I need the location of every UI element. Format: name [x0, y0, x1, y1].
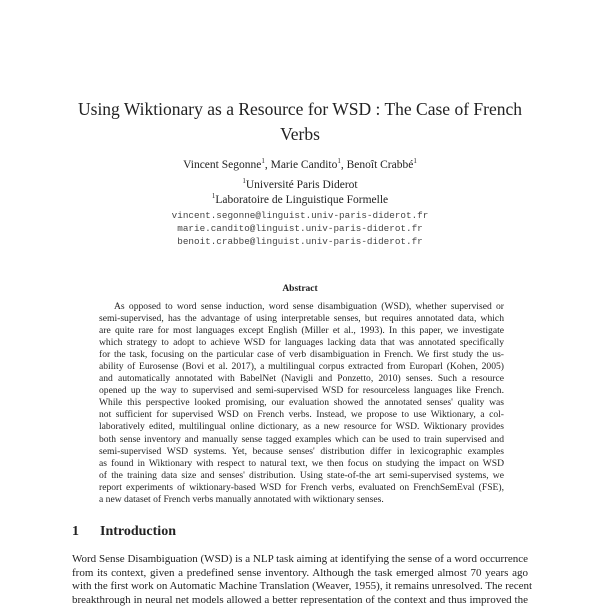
text-line: ability of Eurosense (Bovi et al. 2017), a multilingual corpus extracted from Europarl (Kohen, 2005) [99, 361, 504, 373]
affiliation [0, 194, 600, 206]
text-line: a new dataset of French verbs manually annotated with wiktionary senses. [99, 494, 504, 506]
text-line: semi-supervised, has the advantage of using interpretable senses, but requires annotated data, which [99, 313, 504, 325]
author-email: benoit.crabbe@linguist.univ-paris-diderot.fr [0, 236, 600, 247]
text-line: as found in Wiktionary with respect to natural text, we then focus on studying the impact on WSD [99, 458, 504, 470]
text-line: with the first work on Automatic Machine Translation (Weaver, 1955), it remains unresolved. The recent [72, 580, 528, 594]
author-email: vincent.segonne@linguist.univ-paris-diderot.fr [0, 210, 600, 221]
section-number: 1 [72, 524, 100, 540]
text-line: As opposed to word sense induction, word sense disambiguation (WSD), whether supervised or [99, 301, 504, 313]
text-line: and automatically annotated with BabelNet (Navigli and Ponzetto, 2010) senses. Such a resource [99, 373, 504, 385]
introduction-body [72, 553, 528, 607]
text-line: not sufficient for supervised WSD on French verbs. Instead, we propose to use Wiktionary, a col- [99, 409, 504, 421]
paper-title-line-1: Using Wiktionary as a Resource for WSD : The Case of French [0, 99, 600, 120]
text-line: of the training data size and senses' distribution. Using state-of-the art semi-supervised systems, we [99, 470, 504, 482]
text-line: for the task, focusing on the particular case of verb disambiguation in French. We first study the us- [99, 349, 504, 361]
affiliation-mark: 1 [212, 192, 216, 200]
affiliation-mark: 1 [242, 177, 246, 185]
author-email: marie.candito@linguist.univ-paris-diderot.fr [0, 223, 600, 234]
author-affiliation-mark: 1 [337, 157, 341, 165]
section-heading-introduction [72, 524, 176, 540]
text-line: which strategy to adopt to achieve WSD for languages lacking data that was annotated specifically [99, 337, 504, 349]
author-name: Benoît Crabbé [347, 159, 414, 171]
text-line: are quite rare for most languages except English (Miller et al., 1993). In this paper, we investigate [99, 325, 504, 337]
section-title: Introduction [100, 524, 176, 539]
abstract-body [99, 301, 504, 506]
author-name: Vincent Segonne [183, 159, 261, 171]
text-line: semi-supervised WSD systems. Yet, because senses' distribution differ in lexicographic examples [99, 446, 504, 458]
paper-title-line-2: Verbs [0, 124, 600, 145]
text-line: from its context, given a predefined sense inventory. Although the task emerged almost 70 years ago [72, 567, 528, 581]
separator: , [341, 159, 347, 171]
affiliation-name: Laboratoire de Linguistique Formelle [215, 194, 388, 206]
affiliation [0, 179, 600, 191]
text-line: While this perspective looked promising, our evaluation showed the annotated senses' quality was [99, 397, 504, 409]
text-line: opened up the way to supervised and semi-supervised WSD for resourceless languages like French. [99, 385, 504, 397]
author-affiliation-mark: 1 [261, 157, 265, 165]
author-list [0, 159, 600, 171]
author-name: Marie Candito [271, 159, 338, 171]
text-line: both sense inventory and manually sense tagged examples which can be used to train supervised and [99, 434, 504, 446]
author-affiliation-mark: 1 [413, 157, 417, 165]
separator: , [265, 159, 271, 171]
abstract-heading: Abstract [0, 284, 600, 294]
text-line: breakthrough in neural net models allowed a better representation of the context and thus improved the [72, 594, 528, 607]
text-line: laboratively edited, multilingual online dictionary, as a new resource for WSD. Wiktionary provides [99, 421, 504, 433]
text-line: report experiments of wiktionary-based WSD for French verbs, evaluated on FrenchSemEval (FSE), [99, 482, 504, 494]
affiliation-name: Université Paris Diderot [246, 179, 358, 191]
text-line: Word Sense Disambiguation (WSD) is a NLP task aiming at identifying the sense of a word occurrence [72, 553, 528, 567]
